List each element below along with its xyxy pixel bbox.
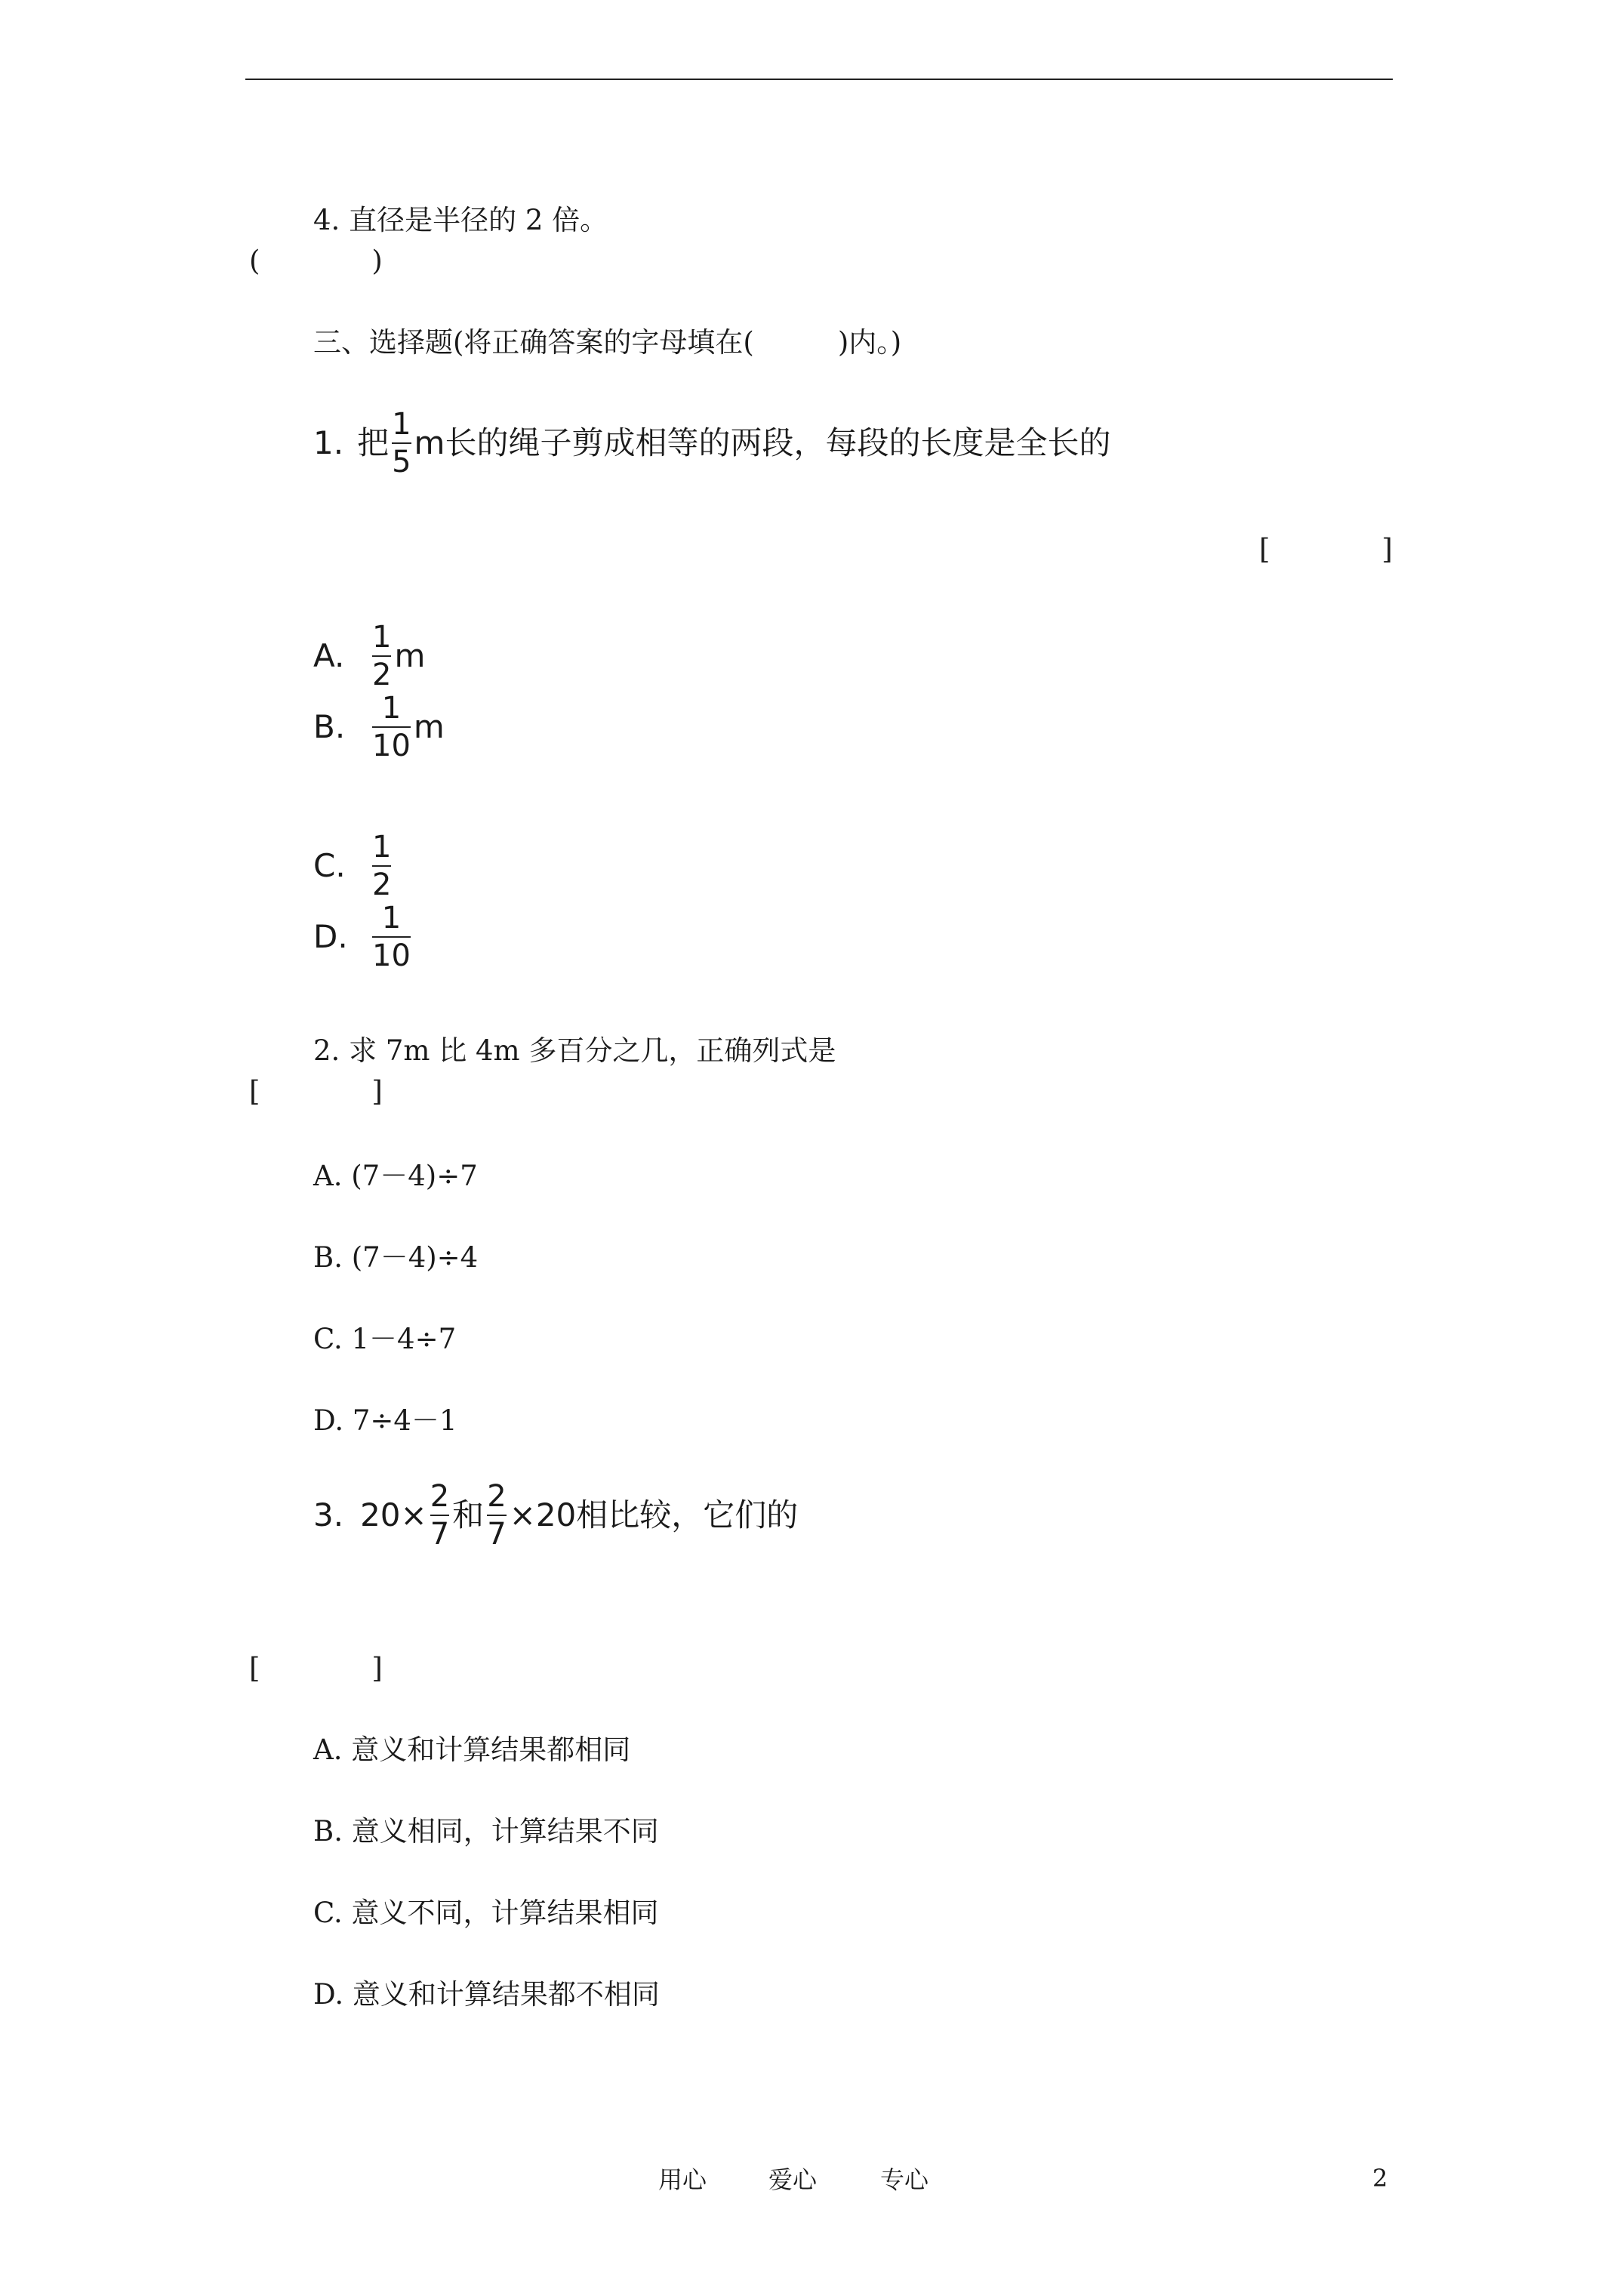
- q1-option-b: [313, 692, 445, 763]
- option-label: B.: [313, 708, 346, 745]
- fraction-den: 10: [372, 729, 411, 763]
- q3-part1: 20×: [360, 1496, 427, 1533]
- fraction-num: 1: [381, 901, 402, 935]
- q3-fraction-2: [487, 1480, 506, 1551]
- option-fraction: [372, 831, 391, 901]
- q2-option-a: A. (7－4)÷7: [313, 1160, 478, 1192]
- q3-answer-bracket: [ ]: [249, 1652, 383, 1684]
- q1-option-d: [313, 901, 414, 972]
- q1-option-c: [313, 831, 394, 901]
- q1-fraction: [392, 408, 411, 479]
- q3-option-a: A. 意义和计算结果都相同: [313, 1734, 631, 1766]
- fraction-bar: [372, 726, 411, 728]
- option-label: D.: [313, 918, 348, 955]
- option-fraction: [372, 901, 411, 972]
- q3-option-b: B. 意义相同，计算结果不同: [313, 1815, 659, 1848]
- page-number: 2: [1372, 2164, 1388, 2193]
- header-rule: [245, 79, 1393, 80]
- footer-text-2: 爱心: [768, 2165, 818, 2194]
- q1-pre: 把: [357, 424, 390, 461]
- fraction-num: 1: [372, 620, 392, 655]
- q3-option-d: D. 意义和计算结果都不相同: [313, 1978, 660, 2011]
- q2-option-d: D. 7÷4－1: [313, 1404, 457, 1437]
- fraction-num: 1: [372, 830, 392, 864]
- q3-stem: [313, 1480, 798, 1551]
- q3-number: 3.: [313, 1496, 344, 1533]
- fraction-bar: [372, 936, 411, 938]
- fraction-den: 2: [372, 658, 392, 692]
- fraction-den: 10: [372, 938, 411, 973]
- footer-text-1: 用心: [658, 2165, 707, 2194]
- q1-fraction-den: 5: [392, 445, 411, 479]
- q1-stem: [313, 408, 1110, 479]
- q4-answer-paren: ( ): [249, 245, 383, 277]
- footer-text-3: 专心: [880, 2165, 929, 2194]
- section-title: 三、选择题(将正确答案的字母填在( )内。): [313, 326, 902, 359]
- option-unit: m: [394, 637, 426, 674]
- option-label: A.: [313, 637, 345, 674]
- option-fraction: [372, 621, 391, 692]
- q3-part2: 和: [452, 1496, 485, 1533]
- fraction-num: 2: [487, 1479, 507, 1514]
- fraction-den: 2: [372, 868, 392, 902]
- q1-post: m长的绳子剪成相等的两段，每段的长度是全长的: [414, 424, 1111, 461]
- fraction-bar: [372, 655, 391, 657]
- option-label: C.: [313, 847, 346, 884]
- q4-text: 4. 直径是半径的 2 倍。: [313, 204, 608, 236]
- q3-fraction-1: [430, 1480, 449, 1551]
- fraction-den: 7: [430, 1517, 450, 1552]
- fraction-bar: [392, 442, 411, 444]
- fraction-bar: [487, 1515, 506, 1516]
- q3-option-c: C. 意义不同，计算结果相同: [313, 1897, 659, 1929]
- fraction-num: 1: [381, 691, 402, 726]
- option-fraction: [372, 692, 411, 763]
- q2-answer-bracket: [ ]: [249, 1075, 383, 1108]
- q1-fraction-num: 1: [392, 407, 411, 442]
- fraction-bar: [372, 865, 391, 867]
- fraction-num: 2: [430, 1479, 450, 1514]
- q2-text: 2. 求 7m 比 4m 多百分之几，正确列式是: [313, 1034, 836, 1067]
- fraction-den: 7: [487, 1517, 507, 1552]
- option-unit: m: [413, 708, 445, 745]
- q2-option-b: B. (7－4)÷4: [313, 1241, 479, 1274]
- q1-option-a: [313, 621, 425, 692]
- q2-option-c: C. 1－4÷7: [313, 1323, 457, 1355]
- fraction-bar: [430, 1515, 449, 1516]
- q1-number: 1.: [313, 424, 344, 461]
- q1-answer-bracket: [ ]: [1259, 533, 1393, 566]
- q3-part3: ×20相比较，它们的: [509, 1496, 799, 1533]
